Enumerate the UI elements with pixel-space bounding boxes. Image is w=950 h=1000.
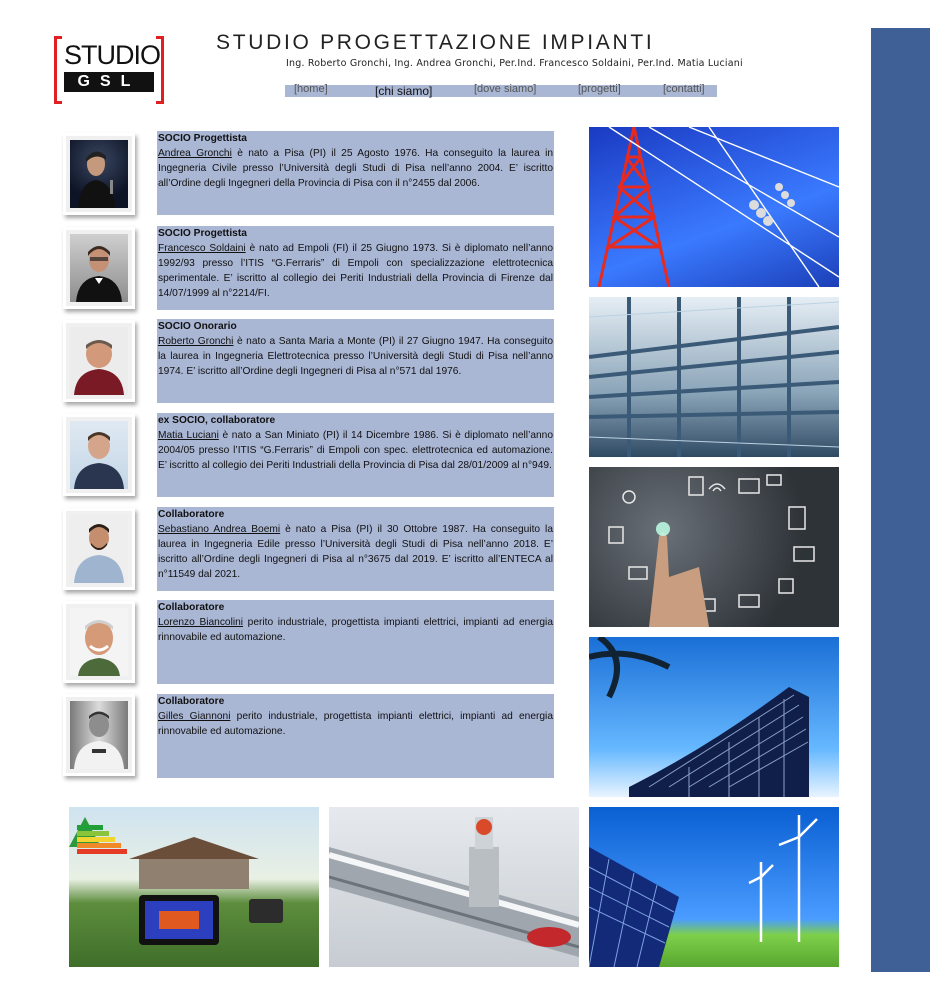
logo-bracket-left (54, 36, 62, 104)
person-role: SOCIO Progettista (158, 228, 247, 239)
person-bio: è nato ad Empoli (FI) il 25 Giugno 1973. Si è diplomato nell’anno 1992/93 presso l’ITIS “G.Ferraris” di Empoli con specializzazione elettrotecnica sperimentale. E’ iscritto al collegio dei Periti Industriali della Provincia di Firenze dal 14/07/1999 al n°2214/FI. (158, 243, 554, 300)
portrait-icon (70, 701, 128, 769)
touch-technology-image (589, 467, 839, 627)
person-name: Roberto Gronchi (158, 336, 234, 348)
person-role: SOCIO Onorario (158, 321, 237, 332)
person-name: Gilles Giannoni (158, 711, 231, 723)
power-tower-icon (589, 127, 839, 287)
person-bio: perito industriale, progettista impianti elettrici, impianti ad energia rinnovabile ed automazione. (158, 711, 553, 738)
person-photo (63, 320, 135, 402)
person-card (157, 226, 554, 310)
wind-solar-icon (589, 807, 839, 967)
sprinkler-icon (329, 807, 579, 967)
person-role: Collaboratore (158, 602, 225, 613)
person-photo (63, 227, 135, 309)
nav-home-link[interactable]: [home] (294, 83, 328, 95)
person-photo (63, 601, 135, 683)
person-card (157, 319, 554, 403)
person-card (157, 600, 554, 684)
portrait-icon (70, 140, 128, 208)
industrial-plant-image (589, 297, 839, 457)
person-role: SOCIO Progettista (158, 133, 247, 144)
person-photo (63, 508, 135, 590)
person-card (157, 507, 554, 591)
power-tower-image (589, 127, 839, 287)
person-name: Francesco Soldaini (158, 243, 246, 255)
logo-initials: GSL (64, 72, 154, 92)
solar-facade-icon (589, 637, 839, 797)
solar-building-image (589, 637, 839, 797)
sprinkler-pipe-image (329, 807, 579, 967)
person-bio: è nato a Pisa (PI) il 25 Agosto 1976. Ha conseguito la laurea in Ingegneria Civile presso l’Università degli Studi di Pisa nell’anno 2004. E’ iscritto all’Ordine degli Ingegneri della Provincia di Pisa con il n°2455 dal 2006. (158, 148, 554, 190)
person-photo (63, 694, 135, 776)
person-card (157, 413, 554, 497)
nav-contatti-link[interactable]: [contatti] (663, 83, 705, 95)
person-name: Andrea Gronchi (158, 148, 232, 160)
studio-gsl-logo[interactable] (54, 36, 164, 106)
energy-audit-image (69, 807, 319, 967)
thermal-camera-icon (69, 807, 319, 967)
page-title: STUDIO PROGETTAZIONE IMPIANTI (216, 31, 655, 54)
person-role: Collaboratore (158, 696, 225, 707)
portrait-icon (70, 327, 128, 395)
page-subtitle: Ing. Roberto Gronchi, Ing. Andrea Gronchi, Per.Ind. Francesco Soldaini, Per.Ind. Matia Luciani (286, 58, 743, 69)
right-sidebar (871, 28, 930, 972)
portrait-icon (70, 515, 128, 583)
touch-icons (589, 467, 839, 627)
portrait-icon (70, 608, 128, 676)
person-name: Lorenzo Biancolini (158, 617, 244, 629)
pipes-icon (589, 297, 839, 457)
person-bio: è nato a San Miniato (PI) il 14 Dicembre 1986. Si è diplomato nell’anno 2004/05 presso l’ITIS “G.Ferraris” di Empoli con spec. elettrotecnica ed automazione. E’ iscritto al collegio dei Periti Industriali della Provincia di Pisa dal 28/01/2009 al n°949. (158, 430, 553, 472)
nav-dove-siamo-link[interactable]: [dove siamo] (474, 83, 537, 95)
logo-word: STUDIO (64, 40, 161, 70)
nav-progetti-link[interactable]: [progetti] (578, 83, 621, 95)
person-role: Collaboratore (158, 509, 225, 520)
portrait-icon (70, 234, 128, 302)
person-name: Sebastiano Andrea Boemi (158, 524, 281, 536)
person-card (157, 694, 554, 778)
portrait-icon (70, 421, 128, 489)
person-name: Matia Luciani (158, 430, 219, 442)
person-role: ex SOCIO, collaboratore (158, 415, 276, 426)
main-nav (285, 85, 717, 97)
person-bio: è nato a Pisa (PI) il 30 Ottobre 1987. Ha conseguito la laurea in Ingegneria Edile presso l’Università degli Studi di Pisa nell’anno 2018. E’ iscritto all’Ordine degli Ingegneri di Pisa al n°3675 dal 2019. E’ iscritto all’ENTECA al n°11549 dal 2021. (158, 524, 553, 581)
nav-chi-siamo-link[interactable]: [chi siamo] (375, 84, 433, 98)
person-bio: perito industriale, progettista impianti elettrici, impianti ad energia rinnovabile ed automazione. (158, 617, 553, 644)
person-photo (63, 414, 135, 496)
person-photo (63, 133, 135, 215)
person-bio: è nato a Santa Maria a Monte (PI) il 27 Giugno 1947. Ha conseguito la laurea in Ingegneria Elettrotecnica presso l’Università degli Studi di Pisa nell’anno 1974. E’ iscritto all’Ordine degli Ingegneri di Pisa al n°571 dal 1976. (158, 336, 553, 378)
renewable-energy-image (589, 807, 839, 967)
person-card (157, 131, 554, 215)
